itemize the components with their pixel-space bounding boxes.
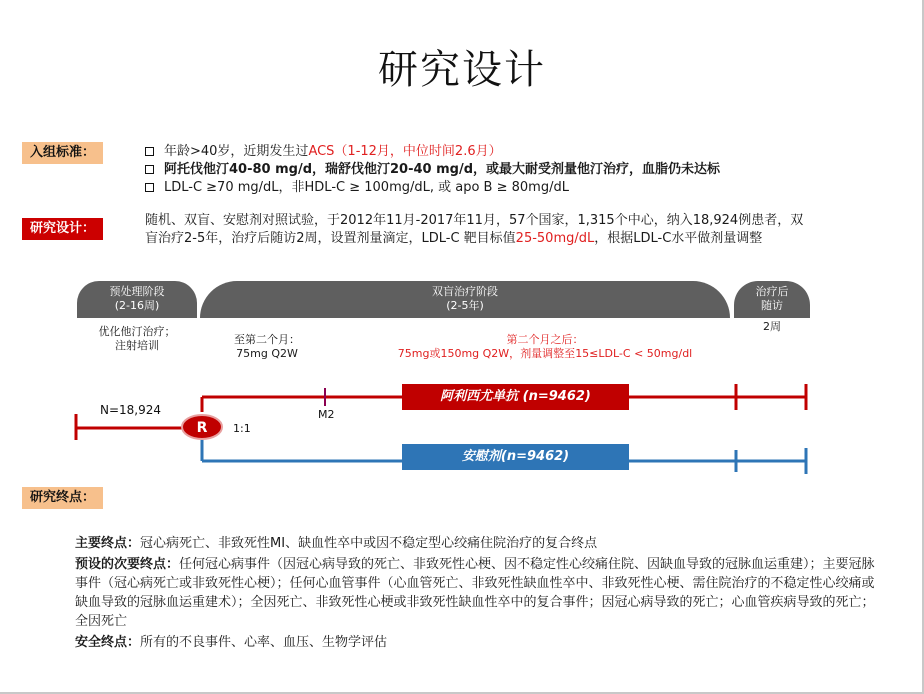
design-label: 研究设计： — [22, 218, 103, 240]
dosing-dose-text: 15≤LDL-C < 50mg/dl — [575, 347, 693, 360]
phase-title: 治疗后 — [755, 285, 789, 298]
dosing-dose: 75mg Q2W — [236, 347, 298, 360]
secondary-endpoints — [75, 555, 875, 631]
dosing-title: 至第二个月： — [234, 333, 300, 346]
follow-up-duration: 2周 — [763, 320, 781, 333]
randomization-label: R — [196, 420, 208, 436]
phase-duration: (2-16周) — [114, 299, 160, 312]
treatment-arm: 阿利西尤单抗 (n=9462) — [402, 384, 629, 410]
phase-title: 双盲治疗阶段 — [432, 285, 498, 298]
dosing-dose-text: 75mg或150mg Q2W， — [397, 347, 521, 360]
secondary-endpoints-text: 任何冠心病事件（因冠心病导致的死亡、非致死性心梗、因不稳定性心绞痛住院、因缺血导致的冠脉血运重建）；主要冠脉事件（冠心病死亡或非致死性心梗）；任何心血管事件（心血管死亡、非致死性缺血性卒中、非致死性心梗、需住院治疗的不稳定性心绞痛或缺血导致的冠脉血运重建术）；全因死亡、非致死性心梗或非致死性缺血性卒中的复合事件；因冠心病导致的死亡；心血管疾病导致的死亡；全因死亡 — [75, 557, 875, 629]
design-text-highlight: 25-50mg/dL — [515, 231, 595, 246]
randomization-ratio: 1:1 — [233, 422, 251, 435]
placebo-arm: 安慰剂(n=9462) — [402, 444, 629, 470]
dosing-dose-text: 剂量调整至 — [520, 347, 576, 360]
safety-endpoints-text: 所有的不良事件、心率、血压、生物学评估 — [140, 635, 388, 650]
primary-endpoint — [75, 534, 875, 553]
phase-title: 预处理阶段 — [109, 285, 165, 298]
total-n: N=18,924 — [100, 403, 162, 417]
inclusion-text-highlight: ACS（1-12月，中位时间2.6月） — [308, 144, 502, 159]
dosing-title: 第二个月之后： — [506, 333, 584, 346]
inclusion-text: 年龄>40岁，近期发生过 — [164, 144, 309, 159]
page-title: 研究设计 — [378, 47, 546, 93]
design-text: 随机、双盲、安慰剂对照试验，于2012年11月-2017年11月，57个国家，1,315个中心，纳入18,924例患者，双盲治疗2-5年，治疗后随访2周，设置剂量滴定，LDL-C 靶目标值 — [145, 213, 804, 246]
endpoints-section — [75, 534, 875, 654]
secondary-endpoints-label: 预设的次要终点： — [75, 557, 180, 572]
safety-endpoints — [75, 633, 875, 652]
inclusion-text: 阿托伐他汀40-80 mg/d，瑞舒伐他汀20-40 mg/d，或最大耐受剂量他汀治疗，血脂仍未达标 — [164, 162, 721, 177]
primary-endpoint-text: 冠心病死亡、非致死性MI、缺血性卒中或因不稳定型心绞痛住院治疗的复合终点 — [140, 536, 598, 551]
inclusion-label: 入组标准： — [22, 142, 103, 164]
phase-title: 随访 — [761, 299, 783, 312]
design-text: ，根据LDL-C水平做剂量调整 — [594, 231, 763, 246]
endpoints-label: 研究终点： — [22, 487, 103, 509]
primary-endpoint-label: 主要终点： — [75, 536, 141, 551]
milestone-label: M2 — [318, 408, 335, 421]
inclusion-text: LDL-C ≥70 mg/dL，非HDL-C ≥ 100mg/dL, 或 apo B ≥ 80mg/dL — [164, 180, 569, 195]
safety-endpoints-label: 安全终点： — [75, 635, 141, 650]
run-in-note-line: 注射培训 — [115, 339, 159, 352]
phase-duration: (2-5年) — [446, 299, 484, 312]
run-in-note-line: 优化他汀治疗； — [98, 325, 176, 338]
